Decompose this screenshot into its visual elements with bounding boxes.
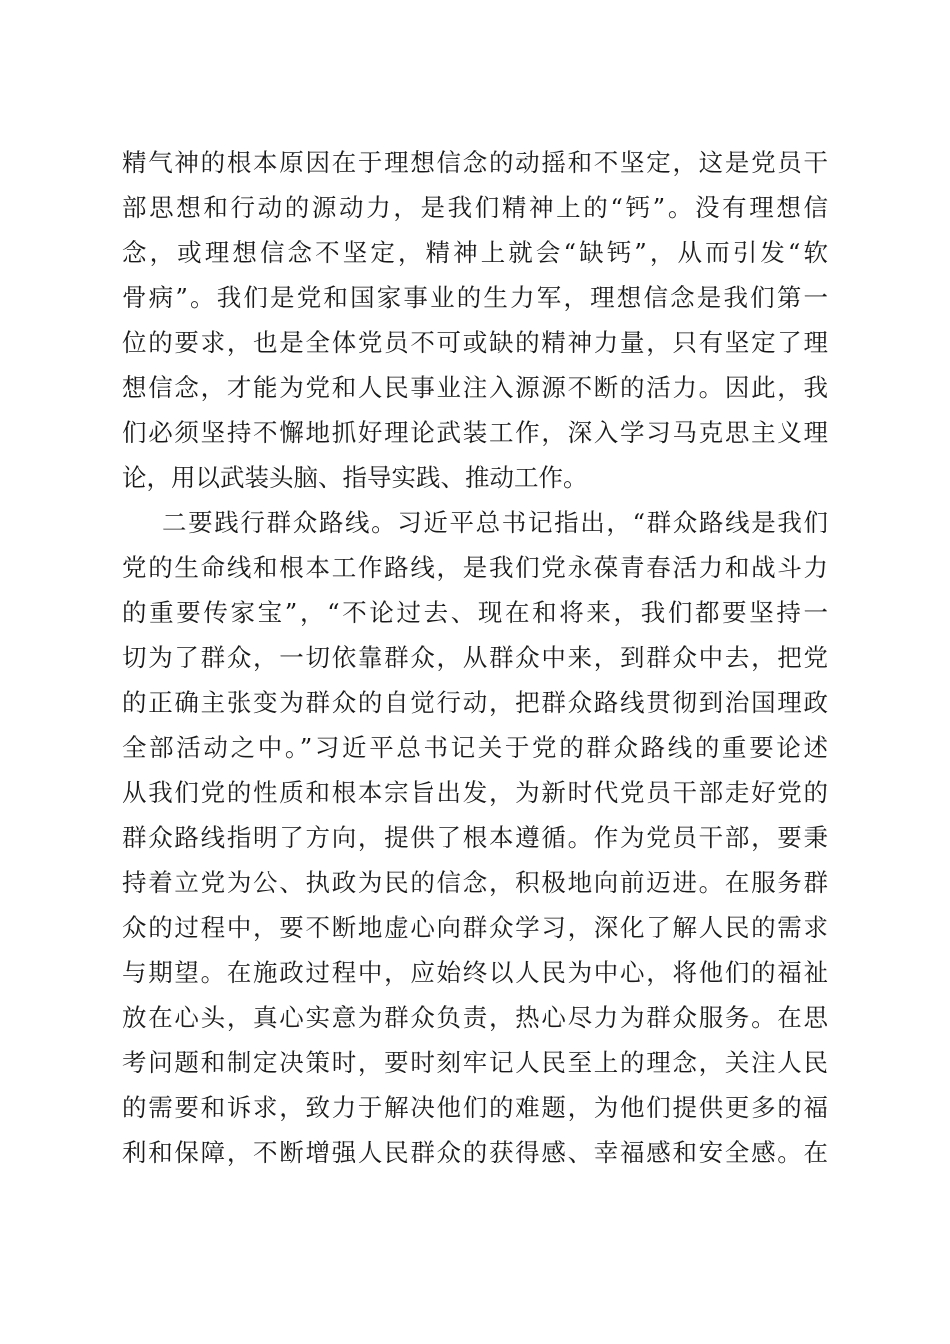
paragraph-line: 切为了群众，一切依靠群众，从群众中来，到群众中去，把党	[122, 643, 828, 672]
paragraph-line: 骨病”。我们是党和国家事业的生力军，理想信念是我们第一	[122, 283, 828, 312]
body-text	[122, 140, 828, 1175]
paragraph-line: 精气神的根本原因在于理想信念的动摇和不坚定，这是党员干	[122, 148, 828, 177]
paragraph-line: 的需要和诉求，致力于解决他们的难题，为他们提供更多的福	[122, 1093, 828, 1122]
paragraph-line: 群众路线指明了方向，提供了根本遵循。作为党员干部，要秉	[122, 823, 828, 852]
paragraph-1	[122, 140, 828, 500]
paragraph-line: 的正确主张变为群众的自觉行动，把群众路线贯彻到治国理政	[122, 688, 828, 717]
paragraph-line: 的重要传家宝”，“不论过去、现在和将来，我们都要坚持一	[122, 598, 828, 627]
paragraph-line: 二要践行群众路线。习近平总书记指出，“群众路线是我们	[162, 508, 828, 537]
paragraph-line: 考问题和制定决策时，要时刻牢记人民至上的理念，关注人民	[122, 1048, 828, 1077]
paragraph-line: 全部活动之中。”习近平总书记关于党的群众路线的重要论述	[122, 733, 828, 762]
paragraph-line: 念，或理想信念不坚定，精神上就会“缺钙”，从而引发“软	[122, 238, 828, 267]
paragraph-line: 党的生命线和根本工作路线，是我们党永葆青春活力和战斗力	[122, 553, 828, 582]
paragraph-line: 位的要求，也是全体党员不可或缺的精神力量，只有坚定了理	[122, 328, 828, 357]
paragraph-line: 利和保障，不断增强人民群众的获得感、幸福感和安全感。在	[122, 1138, 828, 1167]
paragraph-line: 与期望。在施政过程中，应始终以人民为中心，将他们的福祉	[122, 958, 828, 987]
paragraph-line: 论，用以武装头脑、指导实践、推动工作。	[122, 463, 588, 492]
paragraph-line: 们必须坚持不懈地抓好理论武装工作，深入学习马克思主义理	[122, 418, 828, 447]
paragraph-line: 放在心头，真心实意为群众负责，热心尽力为群众服务。在思	[122, 1003, 828, 1032]
paragraph-line: 持着立党为公、执政为民的信念，积极地向前迈进。在服务群	[122, 868, 828, 897]
paragraph-line: 众的过程中，要不断地虚心向群众学习，深化了解人民的需求	[122, 913, 828, 942]
paragraph-line: 想信念，才能为党和人民事业注入源源不断的活力。因此，我	[122, 373, 828, 402]
paragraph-line: 从我们党的性质和根本宗旨出发，为新时代党员干部走好党的	[122, 778, 828, 807]
paragraph-line: 部思想和行动的源动力，是我们精神上的“钙”。没有理想信	[122, 193, 828, 222]
paragraph-2	[122, 500, 828, 1175]
